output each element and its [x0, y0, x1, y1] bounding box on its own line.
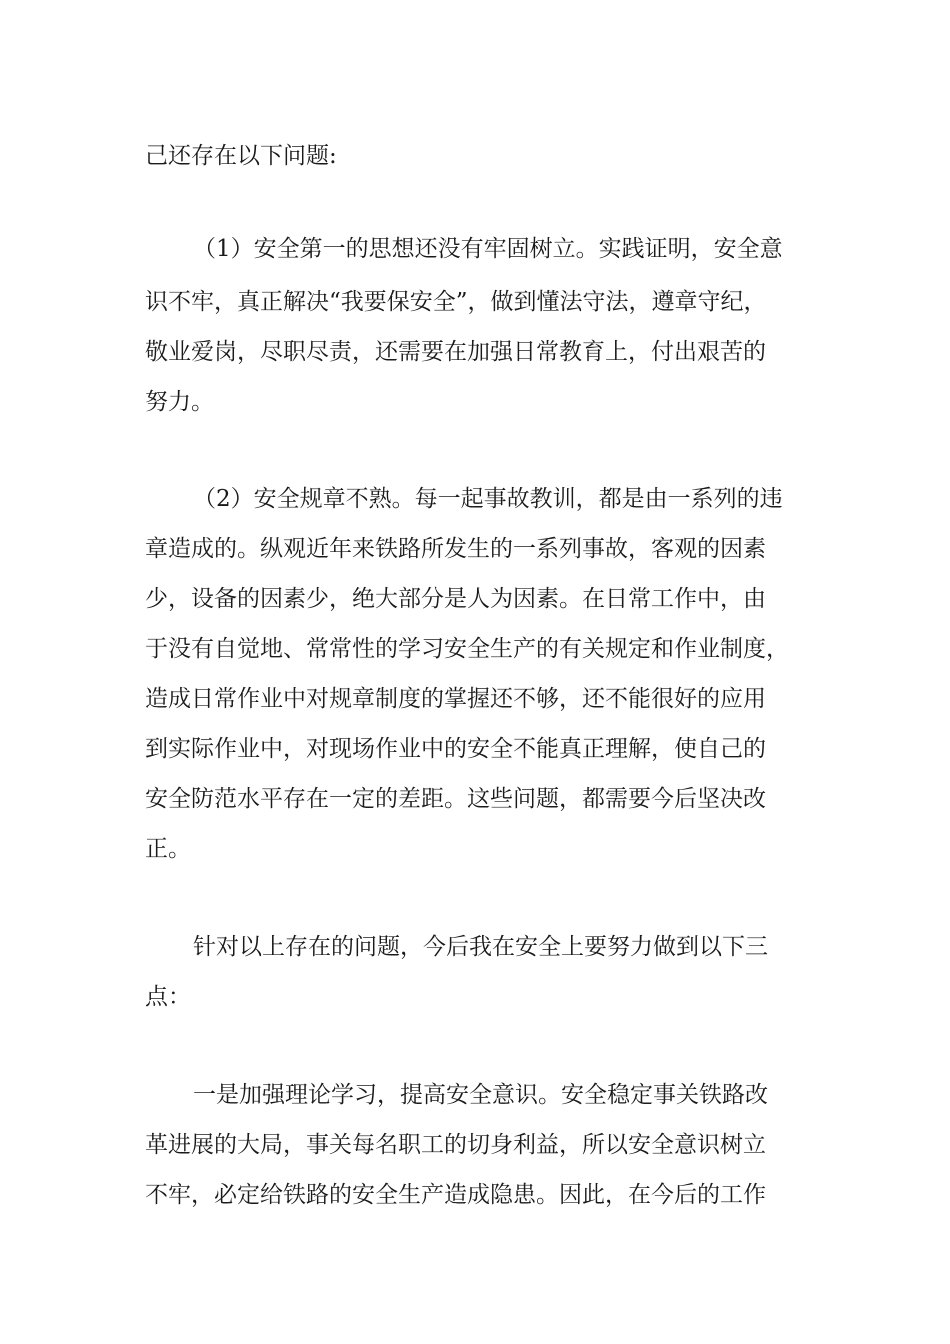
- text-line: 己还存在以下问题:: [145, 143, 337, 169]
- paragraph-2-line: 安全防范水平存在一定的差距。这些问题，都需要今后坚决改: [145, 786, 766, 812]
- paragraph-2-line: 于没有自觉地、常常性的学习安全生产的有关规定和作业制度，: [145, 636, 789, 662]
- paragraph-3-line: 点：: [145, 984, 191, 1010]
- paragraph-2-line: （2）安全规章不熟。每一起事故教训，都是由一系列的违: [193, 486, 783, 512]
- paragraph-2-line: 到实际作业中，对现场作业中的安全不能真正理解，使自己的: [145, 736, 766, 762]
- paragraph-2-line: 造成日常作业中对规章制度的掌握还不够，还不能很好的应用: [145, 686, 766, 712]
- paragraph-2-line: 章造成的。纵观近年来铁路所发生的一系列事故，客观的因素: [145, 536, 766, 562]
- paragraph-4-line: 不牢，必定给铁路的安全生产造成隐患。因此，在今后的工作: [145, 1182, 766, 1208]
- paragraph-2-line: 正。: [145, 836, 191, 862]
- paragraph-1-line: 识不牢，真正解决“我要保安全”，做到懂法守法，遵章守纪，: [145, 289, 767, 315]
- paragraph-1-line: 敬业爱岗，尽职尽责，还需要在加强日常教育上，付出艰苦的: [145, 339, 766, 365]
- paragraph-1-line: （1）安全第一的思想还没有牢固树立。实践证明，安全意: [193, 236, 783, 262]
- paragraph-4-line: 革进展的大局，事关每名职工的切身利益，所以安全意识树立: [145, 1132, 766, 1158]
- paragraph-2-line: 少，设备的因素少，绝大部分是人为因素。在日常工作中，由: [145, 586, 766, 612]
- paragraph-4-line: 一是加强理论学习，提高安全意识。安全稳定事关铁路改: [193, 1082, 768, 1108]
- paragraph-1-line: 努力。: [145, 389, 214, 415]
- paragraph-3-line: 针对以上存在的问题，今后我在安全上要努力做到以下三: [193, 934, 768, 960]
